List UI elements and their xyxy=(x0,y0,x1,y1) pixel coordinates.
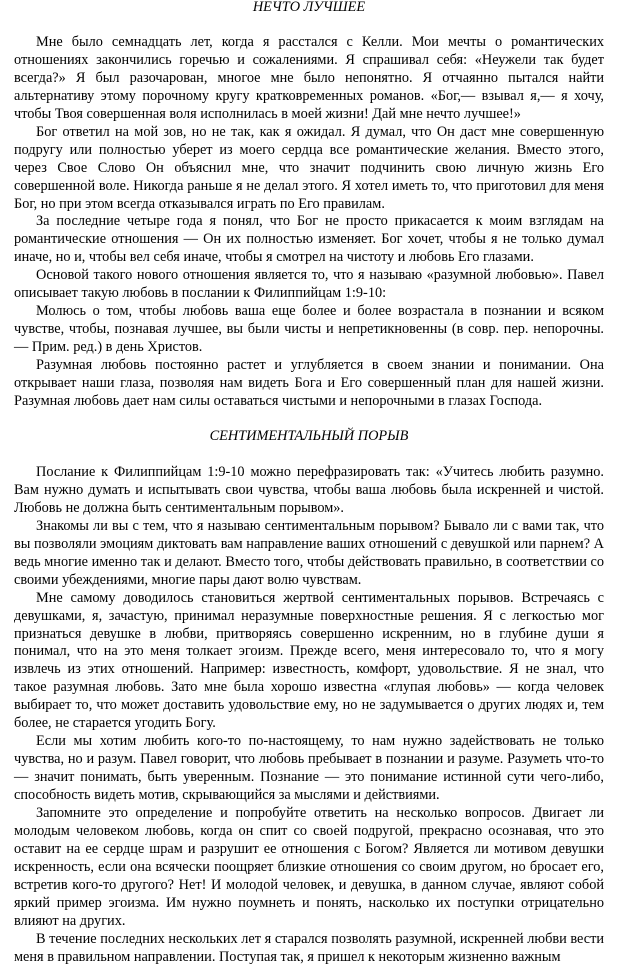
section-title: НЕЧТО ЛУЧШЕЕ xyxy=(252,0,366,15)
quote-paragraph: Молюсь о том, чтобы любовь ваша еще более и более возрастала в познании и всяком чувстве, чтобы, познавая лучшее, вы были чисты и непретикновенны (в совр. пер. непорочны.— Прим. ред.) в день Христов. xyxy=(14,303,604,356)
document-page xyxy=(14,0,604,967)
paragraph: За последние четыре года я понял, что Бог не просто прикасается к моим взглядам на романтические отношения — Он их полностью изменяет. Бог хочет, чтобы я не только думал иначе, но и, чтобы вел себя иначе, чтобы я смотрел на чистоту и любовь Его глазами. xyxy=(14,213,604,266)
paragraph: Мне было семнадцать лет, когда я расстался с Келли. Мои мечты о романтических отношениях закончились горечью и сожалениями. Я спрашивал себя: «Неужели так будет всегда?» Я был разочарован, многое мне было непонятно. Я отчаянно пытался найти альтернативу этому порочному кругу кратковременных романов. «Бог,— взывал я,— я хочу, чтобы Твоя совершенная воля исполнилась в моей жизни! Дай мне нечто лучшее!» xyxy=(14,33,604,122)
paragraph: Послание к Филиппийцам 1:9-10 можно перефразировать так: «Учитесь любить разумно. Вам нужно думать и испытывать свои чувства, чтобы ваша любовь была искренней и чистой. Любовь не должна быть сентиментальным порывом». xyxy=(14,463,604,516)
paragraph: Если мы хотим любить кого-то по-настоящему, то нам нужно задействовать не только чувства, но и разум. Павел говорит, что любовь пребывает в познании и разуме. Разуметь что-то — значит понимать, быть уверенным. Познание — это понимание истинной сути чего-либо, способность видеть мотив, скрывающийся за мыслями и действиями. xyxy=(14,733,604,804)
paragraph: Разумная любовь постоянно растет и углубляется в своем знании и понимании. Она открывает наши глаза, позволяя нам видеть Бога и Его совершенный план для нашей жизни. Разумная любовь дает нам силы оставаться чистыми и непорочными в глазах Господа. xyxy=(14,357,604,410)
paragraph: Бог ответил на мой зов, но не так, как я ожидал. Я думал, что Он даст мне совершенную подругу или полностью уберет из моего сердца все романтические желания. Вместо этого, через Свое Слово Он объяснил мне, что значит подчинить свою личную жизнь Его совершенной воле. Никогда раньше я не делал этого. Я хотел иметь то, что приготовил для меня Бог, но при этом всегда отказывался играть по Его правилам. xyxy=(14,123,604,212)
paragraph: Запомните это определение и попробуйте ответить на несколько вопросов. Двигает ли молодым человеком любовь, когда он спит со своей подругой, прекрасно осознавая, что это оставит на ее сердце шрам и разрушит ее отношения с Богом? Является ли мотивом девушки искренность, если она всячески поощряет близкие отношения со своим другом, но бросает его, встретив кого-то другого? Нет! И молодой человек, и девушка, в данном случае, являют собой яркий пример эгоизма. Им нужно поумнеть и понять, насколько их поступки отрицательно влияют на других. xyxy=(14,805,604,929)
paragraph: Основой такого нового отношения является то, что я называю «разумной любовью». Павел описывает такую любовь в послании к Филиппийцам 1:9-10: xyxy=(14,267,604,302)
section-title: СЕНТИМЕНТАЛЬНЫЙ ПОРЫВ xyxy=(209,427,409,444)
paragraph: Мне самому доводилось становиться жертвой сентиментальных порывов. Встречаясь с девушками, я, зачастую, принимал неразумные поверхностные решения. Я с легкостью мог признаться девушке в любви, притворяясь совершенно искренним, но в глубине души я понимал, что на это меня толкает эгоизм. Прежде всего, меня интересовало то, что я могу извлечь из этих отношений. Например: известность, комфорт, удовольствие. Я не знал, что такое разумная любовь. Зато мне была хорошо известна «глупая любовь» — когда человек выбирает то, что может доставить удовольствие ему, но не задумывается о других людях и, тем более, не старается угодить Богу. xyxy=(14,589,604,732)
paragraph: Знакомы ли вы с тем, что я называю сентиментальным порывом? Бывало ли с вами так, что вы позволяли эмоциям диктовать вам направление ваших отношений с девушкой или парнем? А ведь многие именно так и делают. Вместо того, чтобы действовать правильно, в соответствии со своими убеждениями, многие пары дают волю чувствам. xyxy=(14,517,604,588)
paragraph: В течение последних нескольких лет я старался позволять разумной, искренней любви вести меня в правильном направлении. Поступая так, я пришел к некоторым жизненно важным xyxy=(14,930,604,965)
